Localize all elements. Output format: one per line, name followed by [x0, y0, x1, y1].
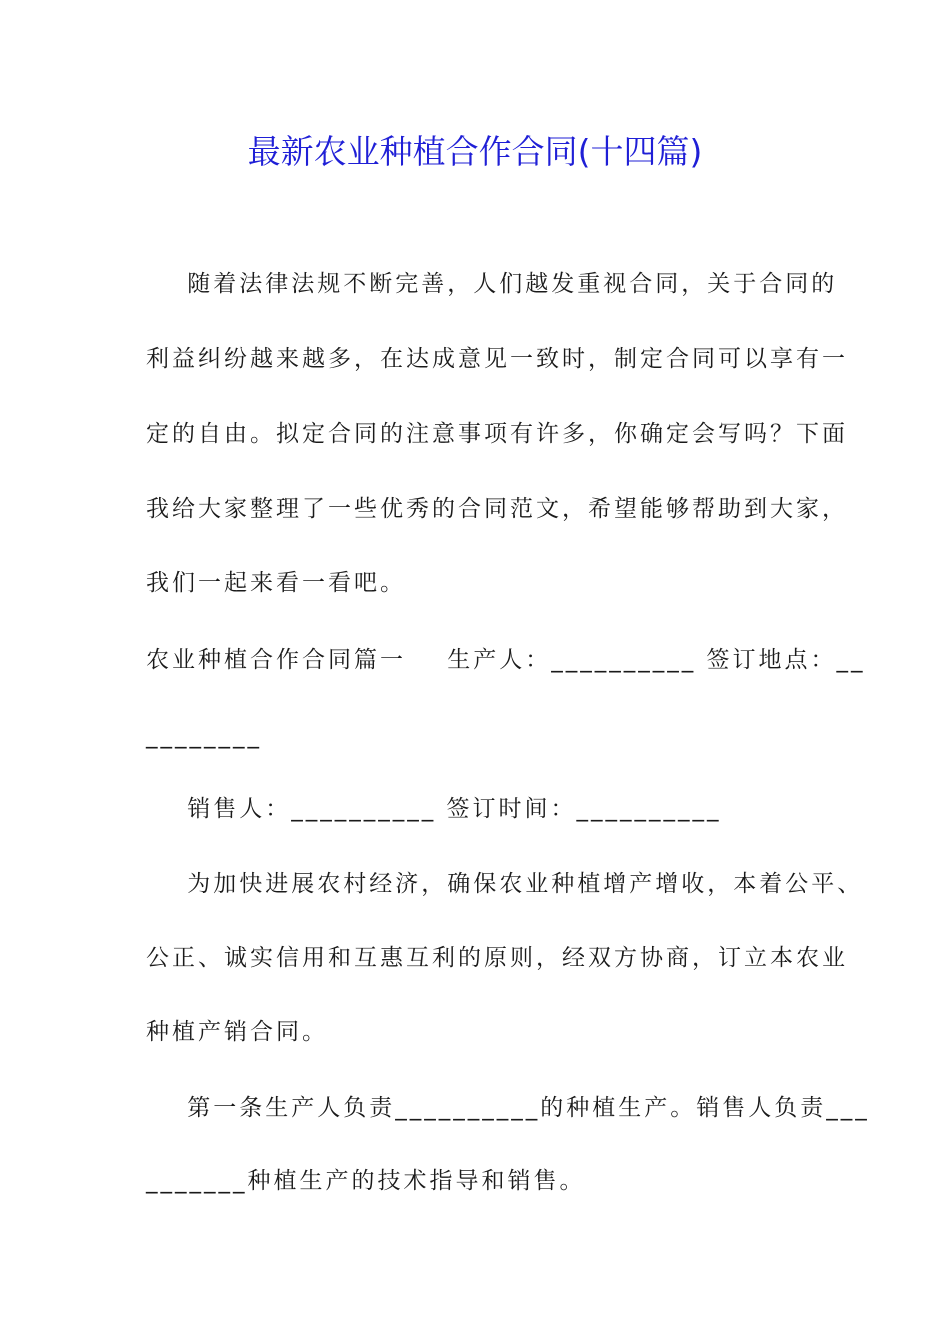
paragraph-line: 为加快进展农村经济，确保农业种植增产增收，本着公平、	[146, 871, 864, 897]
paragraph-line: 随着法律法规不断完善，人们越发重视合同，关于合同的	[146, 271, 838, 297]
paragraph-line: 我们一起来看一看吧。	[146, 570, 406, 596]
article-line: _______种植生产的技术指导和销售。	[146, 1168, 586, 1194]
paragraph-line: 定的自由。拟定合同的注意事项有许多，你确定会写吗？下面	[146, 421, 848, 447]
paragraph-line: 我给大家整理了一些优秀的合同范文，希望能够帮助到大家，	[146, 496, 848, 522]
article-line: 第一条生产人负责__________的种植生产。销售人负责___	[146, 1095, 870, 1121]
seller-line: 销售人：__________ 签订时间：__________	[146, 796, 722, 822]
document-title: 最新农业种植合作合同(十四篇)	[247, 132, 703, 171]
paragraph-line: 种植产销合同。	[146, 1019, 328, 1045]
paragraph-line: 公正、诚实信用和互惠互利的原则，经双方协商，订立本农业	[146, 945, 848, 971]
paragraph-line: 利益纠纷越来越多，在达成意见一致时，制定合同可以享有一	[146, 346, 848, 372]
contract-heading-line: 农业种植合作合同篇一 生产人：__________ 签订地点：__	[146, 647, 866, 673]
blank-line: ________	[146, 723, 262, 749]
